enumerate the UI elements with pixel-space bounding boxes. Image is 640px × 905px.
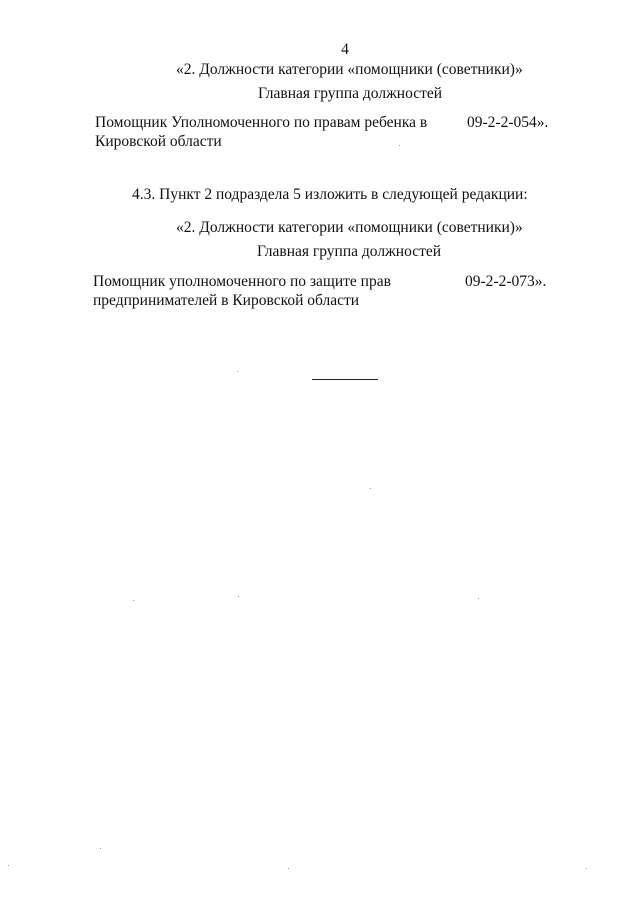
position-title [93, 272, 391, 310]
position-title [95, 113, 427, 151]
scan-speck [399, 145, 400, 146]
scan-speck [133, 600, 134, 601]
position-title-line-2: Кировской области [95, 133, 222, 150]
scan-speck [8, 865, 9, 866]
scan-speck [478, 598, 479, 599]
scan-speck [100, 848, 101, 849]
scan-speck [238, 596, 239, 597]
section-heading: «2. Должности категории «помощники (советники)» [176, 219, 523, 236]
position-title-line-1: Помощник уполномоченного по защите прав [93, 273, 391, 290]
position-code: 09-2-2-073». [465, 273, 547, 290]
position-title-line-1: Помощник Уполномоченного по правам ребенка в [95, 114, 428, 131]
scan-speck [370, 488, 371, 489]
position-title-line-2: предпринимателей в Кировской области [93, 292, 360, 309]
scan-speck [586, 868, 587, 869]
section-heading: «2. Должности категории «помощники (советники)» [176, 61, 523, 78]
position-code: 09-2-2-054». [467, 114, 549, 131]
scan-speck [237, 371, 238, 372]
page-number: 4 [341, 41, 349, 58]
section-subheading: Главная группа должностей [257, 243, 442, 260]
scan-speck [288, 868, 289, 869]
section-subheading: Главная группа должностей [258, 85, 443, 102]
end-of-document-rule [312, 379, 378, 380]
amendment-instruction: 4.3. Пункт 2 подраздела 5 изложить в следующей редакции: [132, 186, 528, 203]
